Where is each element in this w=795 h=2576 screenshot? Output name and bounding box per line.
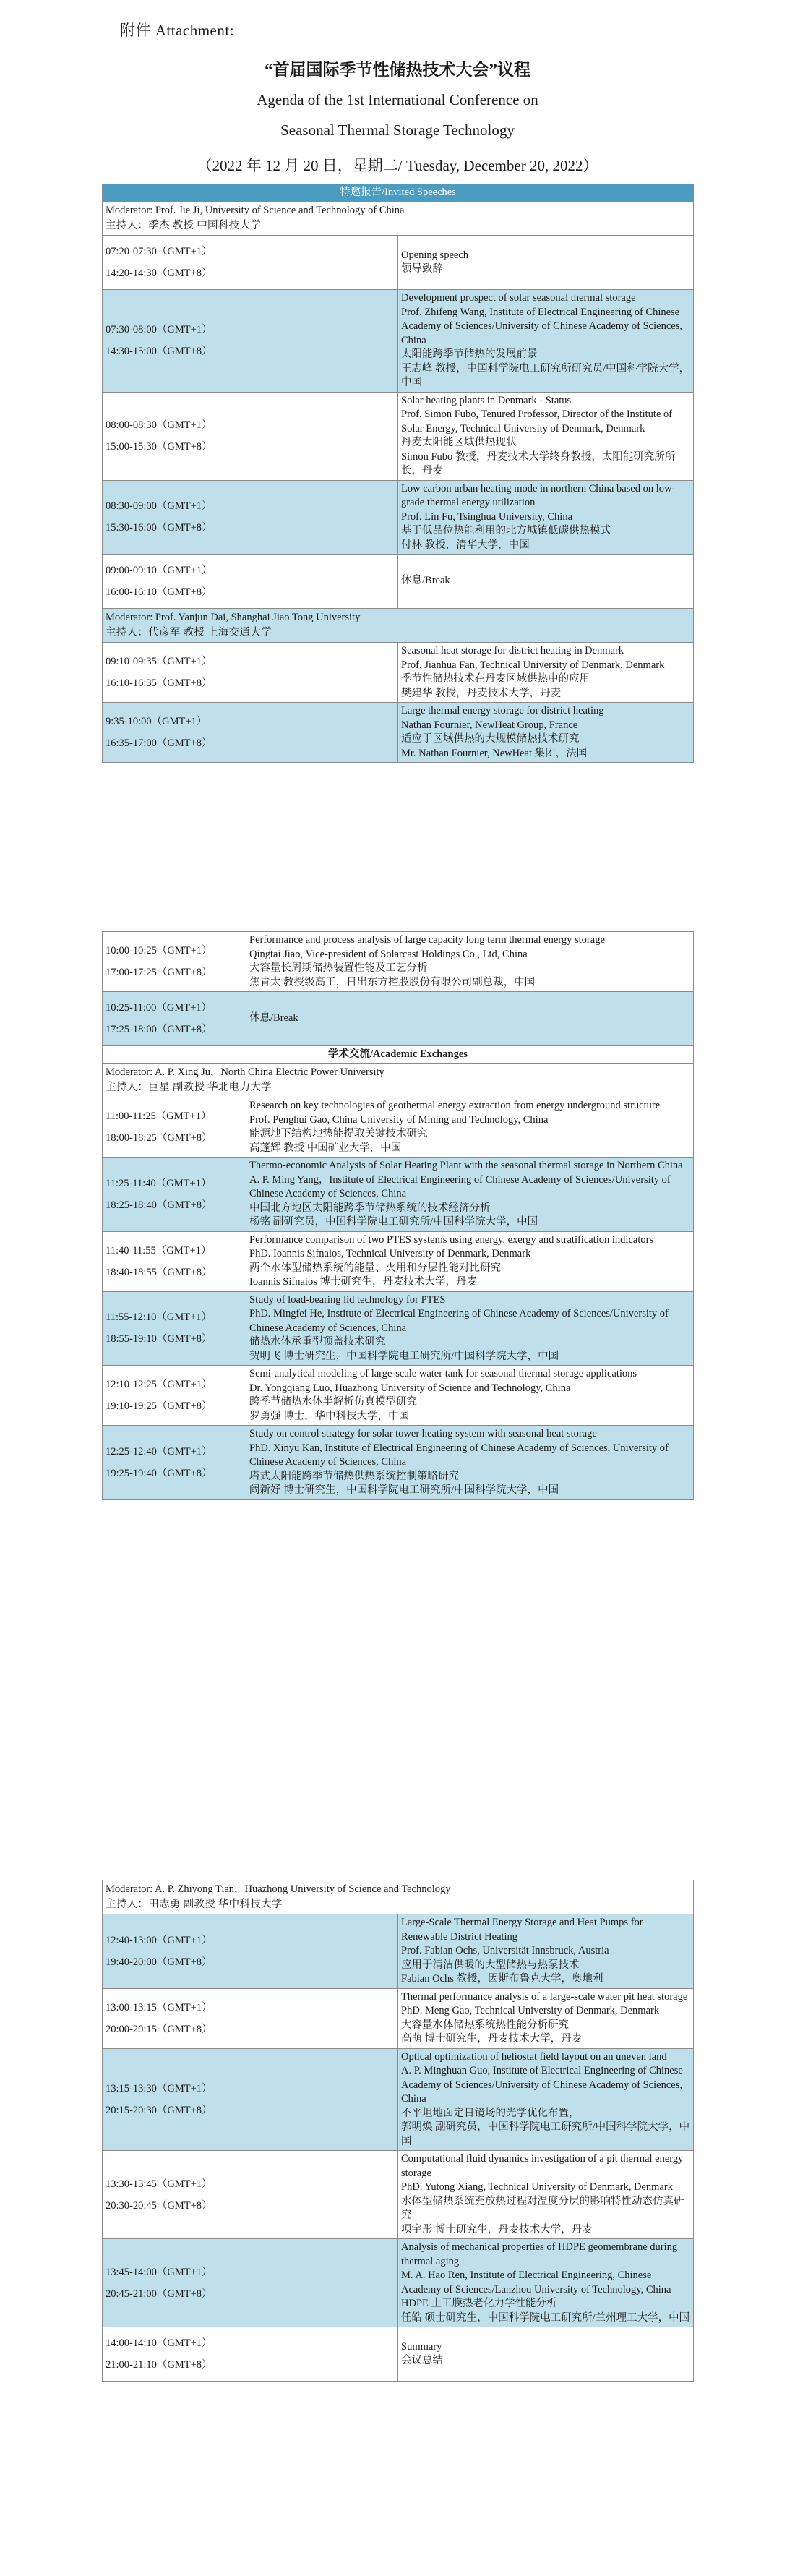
- time-gmt8: 20:00-20:15（GMT+8）: [106, 2023, 212, 2035]
- session-description: [398, 480, 694, 555]
- session-row: [103, 1366, 694, 1426]
- session-line: Nathan Fournier, NewHeat Group, France: [401, 719, 578, 731]
- time-gmt1: 10:00-10:25（GMT+1）: [106, 945, 212, 957]
- time-gmt8: 16:00-16:10（GMT+8）: [106, 586, 212, 598]
- time-gmt1: 11:55-12:10（GMT+1）: [106, 1311, 212, 1324]
- session-line: Low carbon urban heating mode in northern China based on low-grade thermal energy utilization: [401, 482, 676, 508]
- session-line: 中国北方地区太阳能跨季节储热系统的技术经济分析: [249, 1202, 491, 1214]
- session-time: [103, 643, 398, 703]
- session-description: [246, 1097, 694, 1158]
- time-gmt1: 11:25-11:40（GMT+1）: [106, 1177, 212, 1189]
- session-time: [103, 1366, 246, 1426]
- moderator-cn: 主持人：田志勇 副教授 华中科技大学: [106, 1899, 283, 1910]
- session-line: 项宇彤 博士研究生，丹麦技术大学，丹麦: [401, 2223, 593, 2235]
- session-line: Study on control strategy for solar tower heating system with seasonal heat storage: [249, 1428, 597, 1439]
- session-row: [103, 1158, 694, 1232]
- session-line: Performance and process analysis of large capacity long term thermal energy storage: [249, 934, 605, 946]
- session-description: [398, 2151, 694, 2239]
- session-line: Study of load-bearing lid technology for PTES: [249, 1293, 446, 1306]
- session-line: 跨季节储热水体半解析仿真模型研究: [249, 1396, 417, 1408]
- time-gmt1: 14:00-14:10（GMT+1）: [106, 2337, 212, 2349]
- session-line: PhD. Ioannis Sifnaios, Technical University of Denmark, Denmark: [249, 1248, 531, 1259]
- session-line: 太阳能跨季节储热的发展前景: [401, 348, 538, 360]
- time-gmt8: 20:30-20:45（GMT+8）: [106, 2199, 212, 2212]
- session-description: [398, 392, 694, 480]
- session-line: 阚新妤 博士研究生，中国科学院电工研究所/中国科学院大学，中国: [249, 1484, 559, 1496]
- session-time: [103, 1231, 246, 1291]
- time-gmt1: 13:00-13:15（GMT+1）: [106, 2001, 212, 2014]
- moderator-en: Moderator: Prof. Jie Ji, University of Science and Technology of China: [106, 205, 405, 216]
- section-header-invited: 特邀报告/Invited Speeches: [103, 184, 694, 202]
- session-row: [103, 555, 694, 609]
- time-gmt8: 18:00-18:25（GMT+8）: [106, 1132, 212, 1144]
- conference-date: （2022 年 12 月 20 日，星期二/ Tuesday, December 20, 2022）: [197, 157, 598, 174]
- session-time: [103, 480, 398, 555]
- session-line: 水体型储热系统充放热过程对温度分层的影响特性动态仿真研究: [401, 2195, 684, 2221]
- session-line: M. A. Hao Ren, Institute of Electrical Engineering, Chinese Academy of Sciences/Lanzhou University of Technology, China: [401, 2269, 671, 2295]
- agenda-table-2: [102, 931, 694, 1500]
- session-line: Opening speech: [401, 249, 469, 261]
- session-line: 领导致辞: [401, 263, 443, 275]
- moderator-row: [103, 1064, 694, 1097]
- session-line: HDPE 土工膜热老化力学性能分析: [401, 2298, 557, 2309]
- session-description: [246, 1366, 694, 1426]
- session-line: Prof. Jianhua Fan, Technical University of Denmark, Denmark: [401, 659, 665, 671]
- session-line: 大容量长周期储热装置性能及工艺分析: [249, 962, 428, 974]
- session-line: Optical optimization of heliostat field layout on an uneven land: [401, 2050, 667, 2063]
- time-gmt8: 17:25-18:00（GMT+8）: [106, 1024, 212, 1035]
- session-description: [246, 1291, 694, 1366]
- time-gmt8: 19:40-20:00（GMT+8）: [106, 1956, 212, 1968]
- time-gmt8: 19:10-19:25（GMT+8）: [106, 1400, 212, 1412]
- title-english-line-2: Seasonal Thermal Storage Technology: [280, 121, 515, 139]
- time-gmt1: 13:30-13:45（GMT+1）: [106, 2178, 212, 2190]
- session-description: [398, 2239, 694, 2327]
- session-line: Prof. Penghui Gao, China University of Mining and Technology, China: [249, 1113, 549, 1126]
- session-description: [398, 1988, 694, 2048]
- session-row: [103, 1988, 694, 2048]
- time-gmt8: 16:35-17:00（GMT+8）: [106, 737, 212, 749]
- session-line: 丹麦太阳能区域供热现状: [401, 437, 517, 448]
- session-row: [103, 1097, 694, 1158]
- session-line: Solar heating plants in Denmark - Status: [401, 394, 572, 406]
- session-row: [103, 480, 694, 555]
- time-gmt8: 16:10-16:35（GMT+8）: [106, 677, 212, 689]
- session-description: [398, 2327, 694, 2382]
- session-description: [398, 1914, 694, 1989]
- moderator-cn: 主持人：巨星 副教授 华北电力大学: [106, 1082, 272, 1093]
- session-line: Thermo-economic Analysis of Solar Heating Plant with the seasonal thermal storage in Northern China: [249, 1160, 683, 1171]
- session-description: [246, 1231, 694, 1291]
- time-gmt1: 10:25-11:00（GMT+1）: [106, 1002, 212, 1014]
- session-time: [103, 992, 246, 1046]
- attachment-label: 附件 Attachment:: [120, 22, 235, 39]
- session-line: A. P. Minghuan Guo, Institute of Electrical Engineering of Chinese Academy of Sciences/University of Chinese Academy of Sciences, China: [401, 2065, 683, 2105]
- session-line: 杨铭 副研究员，中国科学院电工研究所/中国科学院大学，中国: [249, 1216, 538, 1228]
- session-line: 能源地下结构地热能提取关键技术研究: [249, 1128, 428, 1139]
- session-line: Qingtai Jiao, Vice-president of Solarcast Holdings Co., Ltd, China: [249, 948, 528, 960]
- time-gmt1: 07:20-07:30（GMT+1）: [106, 246, 212, 257]
- time-gmt8: 14:20-14:30（GMT+8）: [106, 268, 212, 279]
- session-line: Thermal performance analysis of a large-scale water pit heat storage: [401, 1990, 688, 2003]
- session-time: [103, 555, 398, 609]
- session-time: [103, 2048, 398, 2151]
- time-gmt8: 15:30-16:00（GMT+8）: [106, 522, 212, 534]
- session-line: Prof. Simon Fubo, Tenured Professor, Director of the Institute of Solar Energy, Technical University of Denmark, Denmark: [401, 408, 673, 435]
- time-gmt1: 09:00-09:10（GMT+1）: [106, 565, 212, 576]
- session-row: [103, 1231, 694, 1291]
- session-line: Simon Fubo 教授，丹麦技术大学终身教授，太阳能研究所所长，丹麦: [401, 450, 676, 476]
- time-gmt1: 08:00-08:30（GMT+1）: [106, 419, 212, 431]
- moderator-en: Moderator: Prof. Yanjun Dai, Shanghai Jiao Tong University: [106, 612, 361, 623]
- session-line: Mr. Nathan Fournier, NewHeat 集团，法国: [401, 747, 588, 759]
- session-line: 休息/Break: [401, 575, 450, 587]
- session-line: PhD. Mingfei He, Institute of Electrical Engineering of Chinese Academy of Sciences/University of Chinese Academy of Sciences, China: [249, 1308, 669, 1334]
- session-time: [103, 1914, 398, 1989]
- session-time: [103, 1097, 246, 1158]
- session-row: [103, 290, 694, 393]
- session-row: [103, 1426, 694, 1500]
- session-row: [103, 1291, 694, 1366]
- session-line: 付林 教授，清华大学，中国: [401, 539, 530, 551]
- session-line: A. P. Ming Yang，Institute of Electrical Engineering of Chinese Academy of Sciences/University of Chinese Academy of Sciences, China: [249, 1173, 671, 1199]
- session-time: [103, 932, 246, 992]
- session-description: [246, 1158, 694, 1232]
- session-line: PhD. Meng Gao, Technical University of Denmark, Denmark: [401, 2005, 660, 2016]
- session-description: [398, 236, 694, 290]
- session-line: PhD. Yutong Xiang, Technical University of Denmark, Denmark: [401, 2181, 673, 2193]
- session-line: 罗勇强 博士，华中科技大学，中国: [249, 1410, 410, 1422]
- time-gmt8: 19:25-19:40（GMT+8）: [106, 1467, 212, 1479]
- session-description: [398, 703, 694, 763]
- session-line: Summary: [401, 2340, 442, 2353]
- session-time: [103, 2327, 398, 2382]
- moderator-row: [103, 1880, 694, 1914]
- session-line: 郭明焕 副研究员，中国科学院电工研究所/中国科学院大学，中国: [401, 2121, 690, 2147]
- session-description: [246, 992, 694, 1046]
- session-line: Prof. Fabian Ochs, Universität Innsbruck, Austria: [401, 1945, 609, 1956]
- session-row: [103, 236, 694, 290]
- session-time: [103, 392, 398, 480]
- moderator-cn: 主持人：代彦军 教授 上海交通大学: [106, 627, 272, 638]
- session-row: [103, 2151, 694, 2239]
- session-line: 大容量水体储热系统热性能分析研究: [401, 2019, 569, 2031]
- session-row: [103, 2327, 694, 2382]
- session-line: 适应于区域供热的大规模储热技术研究: [401, 733, 580, 745]
- session-line: 休息/Break: [249, 1012, 298, 1024]
- agenda-table-3: [102, 1880, 694, 2382]
- session-time: [103, 1426, 246, 1500]
- session-row: [103, 932, 694, 992]
- session-line: 季节性储热技术在丹麦区域供热中的应用: [401, 673, 590, 685]
- session-line: Computational fluid dynamics investigation of a pit thermal energy storage: [401, 2153, 684, 2179]
- time-gmt8: 17:00-17:25（GMT+8）: [106, 967, 212, 978]
- time-gmt1: 09:10-09:35（GMT+1）: [106, 656, 212, 667]
- time-gmt8: 20:15-20:30（GMT+8）: [106, 2104, 212, 2116]
- session-time: [103, 2239, 398, 2327]
- session-line: 樊建华 教授，丹麦技术大学，丹麦: [401, 687, 562, 699]
- session-line: Development prospect of solar seasonal thermal storage: [401, 292, 636, 304]
- session-row: [103, 392, 694, 480]
- session-line: 储热水体承重型顶盖技术研究: [249, 1336, 386, 1348]
- session-line: Large thermal energy storage for district heating: [401, 705, 604, 716]
- time-gmt1: 08:30-09:00（GMT+1）: [106, 500, 212, 513]
- time-gmt8: 20:45-21:00（GMT+8）: [106, 2288, 212, 2300]
- session-line: 贺明飞 博士研究生，中国科学院电工研究所/中国科学院大学，中国: [249, 1350, 559, 1362]
- time-gmt8: 21:00-21:10（GMT+8）: [106, 2359, 212, 2371]
- session-line: Seasonal heat storage for district heating in Denmark: [401, 645, 624, 656]
- session-line: 不平坦地面定日镜场的光学优化布置，: [401, 2107, 580, 2119]
- session-description: [246, 1426, 694, 1500]
- session-description: [246, 932, 694, 992]
- session-line: Dr. Yongqiang Luo, Huazhong University of Science and Technology, China: [249, 1382, 571, 1394]
- session-line: Research on key technologies of geothermal energy extraction from energy underground structure: [249, 1100, 661, 1111]
- session-row: [103, 1914, 694, 1989]
- moderator-en: Moderator: A. P. Zhiyong Tian，Huazhong University of Science and Technology: [106, 1883, 451, 1895]
- time-gmt8: 15:00-15:30（GMT+8）: [106, 441, 212, 453]
- session-line: Analysis of mechanical properties of HDPE geomembrane during thermal aging: [401, 2241, 678, 2267]
- time-gmt8: 18:25-18:40（GMT+8）: [106, 1199, 212, 1211]
- time-gmt1: 12:10-12:25（GMT+1）: [106, 1379, 212, 1390]
- session-line: Semi-analytical modeling of large-scale water tank for seasonal thermal storage applications: [249, 1368, 637, 1379]
- time-gmt1: 12:25-12:40（GMT+1）: [106, 1445, 212, 1458]
- session-description: [398, 290, 694, 393]
- session-time: [103, 2151, 398, 2239]
- session-time: [103, 1291, 246, 1366]
- session-line: 高萌 博士研究生，丹麦技术大学，丹麦: [401, 2033, 583, 2045]
- session-row: [103, 2239, 694, 2327]
- session-time: [103, 1158, 246, 1232]
- time-gmt8: 14:30-15:00（GMT+8）: [106, 346, 212, 358]
- time-gmt1: 12:40-13:00（GMT+1）: [106, 1934, 212, 1946]
- title-chinese: “首届国际季节性储热技术大会”议程: [265, 61, 530, 79]
- session-line: 塔式太阳能跨季节储热供热系统控制策略研究: [249, 1470, 459, 1482]
- time-gmt8: 18:40-18:55（GMT+8）: [106, 1266, 212, 1278]
- session-line: Prof. Lin Fu, Tsinghua University, China: [401, 510, 573, 523]
- session-line: 两个水体型储热系统的能量、火用和分层性能对比研究: [249, 1262, 501, 1274]
- session-description: [398, 643, 694, 703]
- session-line: Fabian Ochs 教授，因斯布鲁克大学，奥地利: [401, 1973, 603, 1985]
- session-line: 任皓 硕士研究生，中国科学院电工研究所/兰州理工大学，中国: [401, 2311, 690, 2324]
- session-time: [103, 290, 398, 393]
- time-gmt1: 11:00-11:25（GMT+1）: [106, 1111, 212, 1122]
- session-line: 王志峰 教授，中国科学院电工研究所研究员/中国科学院大学，中国: [401, 362, 690, 388]
- session-line: 高蓬辉 教授 中国矿业大学，中国: [249, 1142, 402, 1154]
- session-line: PhD. Xinyu Kan, Institute of Electrical Engineering of Chinese Academy of Sciences, University of Chinese Academy of Sciences, China: [249, 1442, 669, 1468]
- session-time: [103, 1988, 398, 2048]
- session-row: [103, 2048, 694, 2151]
- session-row: [103, 703, 694, 763]
- session-time: [103, 703, 398, 763]
- moderator-cn: 主持人：季杰 教授 中国科技大学: [106, 220, 262, 231]
- session-line: Prof. Zhifeng Wang, Institute of Electrical Engineering of Chinese Academy of Sciences/University of Chinese Academy of Sciences, China: [401, 306, 682, 346]
- session-description: [398, 2048, 694, 2151]
- agenda-table-1: [102, 184, 694, 763]
- session-line: 会议总结: [401, 2355, 443, 2366]
- session-description: [398, 555, 694, 609]
- time-gmt1: 13:15-13:30（GMT+1）: [106, 2082, 212, 2094]
- time-gmt8: 18:55-19:10（GMT+8）: [106, 1333, 212, 1345]
- session-time: [103, 236, 398, 290]
- session-line: Large-Scale Thermal Energy Storage and Heat Pumps for Renewable District Heating: [401, 1917, 643, 1943]
- moderator-row: [103, 202, 694, 236]
- session-line: 应用于清洁供暖的大型储热与热泵技术: [401, 1959, 580, 1971]
- moderator-row: [103, 609, 694, 643]
- session-line: 焦青太 教授级高工，日出东方控股股份有限公司副总裁，中国: [249, 976, 536, 988]
- session-line: Ioannis Sifnaios 博士研究生，丹麦技术大学，丹麦: [249, 1276, 477, 1288]
- section-header-academic: 学术交流/Academic Exchanges: [103, 1046, 694, 1064]
- session-row: [103, 643, 694, 703]
- title-english-line-1: Agenda of the 1st International Conference on: [257, 91, 538, 108]
- time-gmt1: 13:45-14:00（GMT+1）: [106, 2266, 212, 2278]
- time-gmt1: 07:30-08:00（GMT+1）: [106, 324, 212, 336]
- session-line: Performance comparison of two PTES systems using energy, exergy and stratification indicators: [249, 1233, 654, 1246]
- time-gmt1: 11:40-11:55（GMT+1）: [106, 1244, 212, 1257]
- session-row: [103, 992, 694, 1046]
- moderator-en: Moderator: A. P. Xing Ju，North China Electric Power University: [106, 1066, 384, 1078]
- time-gmt1: 9:35-10:00（GMT+1）: [106, 716, 207, 727]
- session-line: 基于低品位热能利用的北方城镇低碳供热模式: [401, 525, 611, 536]
